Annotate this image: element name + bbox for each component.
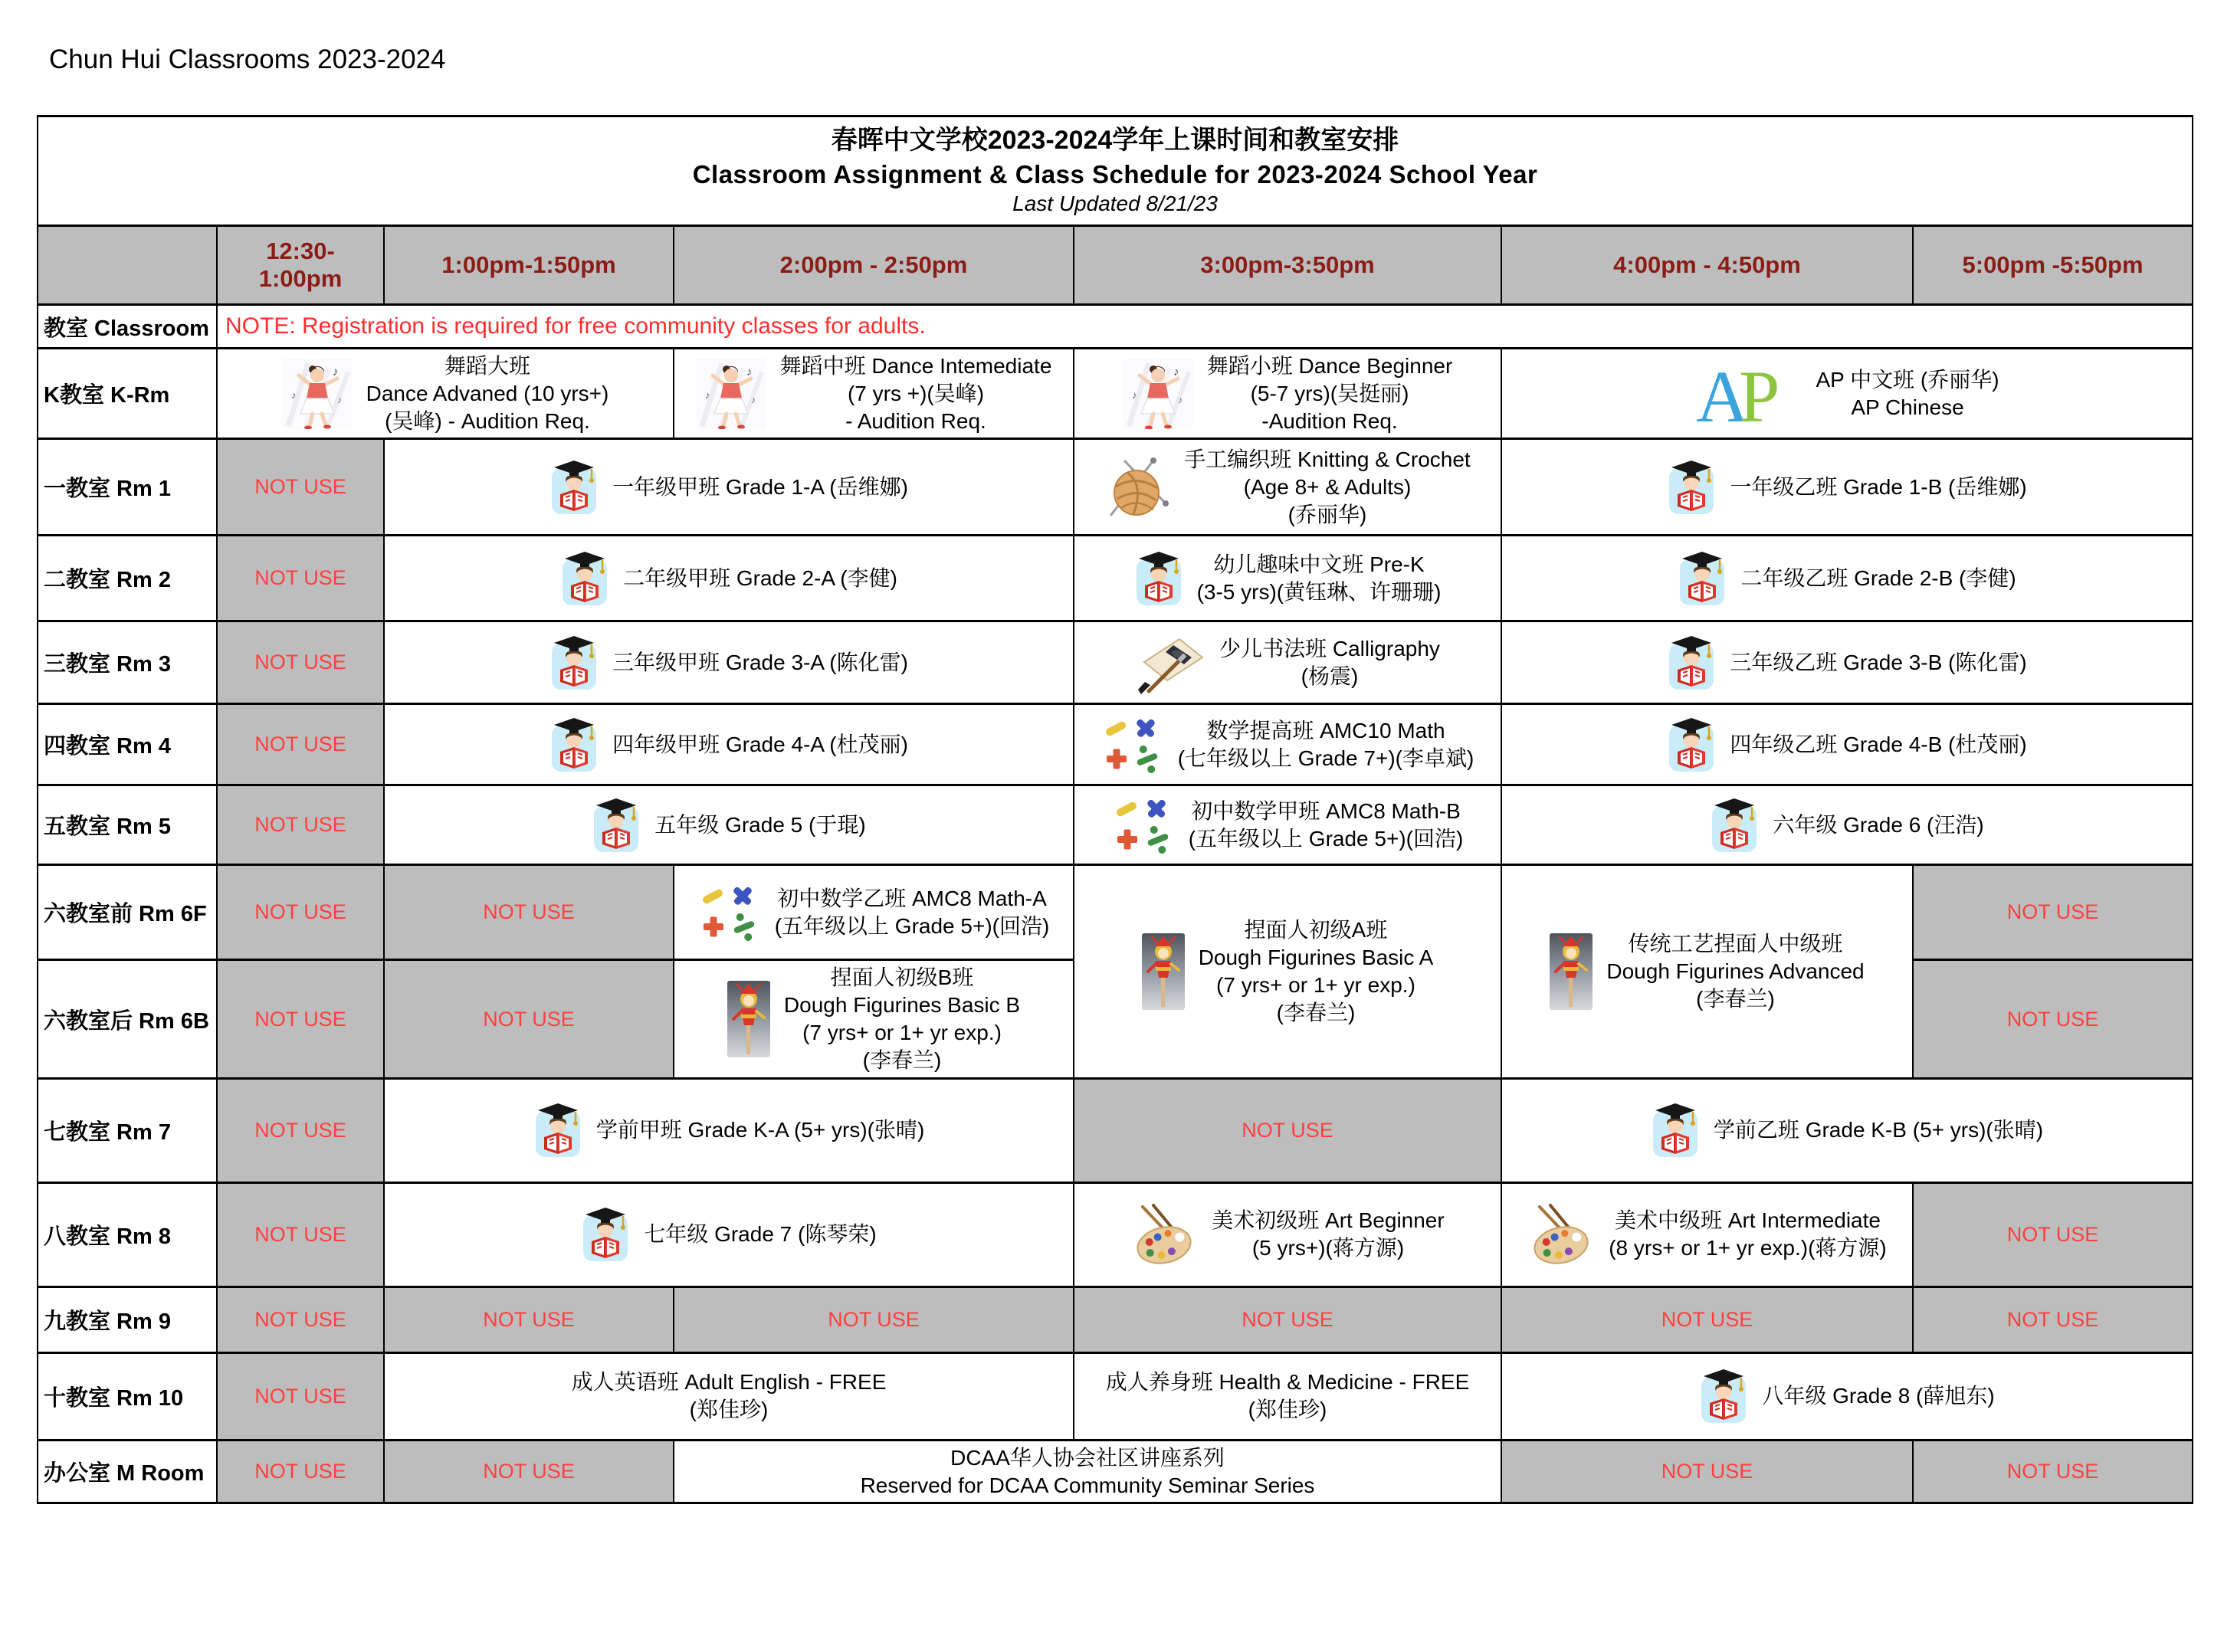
class-description [861,1444,1315,1500]
not-use-cell [217,960,384,1078]
class-text-line: (8 yrs+ or 1+ yr exp.)(蒋方源) [1609,1236,1887,1260]
class-text-line: (吴峰) - Audition Req. [385,408,590,433]
class-description [572,1368,887,1424]
class-description [612,649,908,677]
table-title-en: Classroom Assignment & Class Schedule for 2023-2024 School Year [692,160,1538,189]
svg-text:♪: ♪ [336,394,342,405]
class-description [1178,717,1474,772]
svg-text:P: P [1739,358,1780,429]
class-cell [384,704,1074,785]
class-description [612,474,908,501]
class-text-line: 初中数学乙班 AMC8 Math-A [777,887,1047,911]
not-use-cell [217,704,384,785]
table-title-cell [38,116,2193,226]
not-use-cell [1074,1078,1501,1182]
not-use-label: NOT USE [254,733,346,756]
time-column-header: 3:00pm-3:50pm [1074,226,1501,305]
not-use-label: NOT USE [483,1007,575,1031]
class-text-line: Reserved for DCAA Community Seminar Series [860,1473,1315,1497]
room-label: K教室 K-Rm [38,349,217,439]
class-text-line: (7 yrs+ or 1+ yr exp.) [1216,973,1415,998]
class-description [1189,798,1464,853]
room-label: 五教室 Rm 5 [38,785,217,865]
class-text-line: 少儿书法班 Calligraphy [1219,637,1440,661]
student-icon [581,1206,630,1263]
not-use-cell [217,439,384,536]
class-text-line: 五年级 Grade 5 (于琨) [654,813,866,837]
class-text-line: 四年级甲班 Grade 4-A (杜茂丽) [612,733,908,757]
svg-text:♪: ♪ [750,394,756,405]
class-text-line: (李春兰) [1696,987,1775,1011]
not-use-label: NOT USE [483,900,575,924]
class-description [1212,1207,1444,1262]
student-icon [549,634,599,691]
class-text-line: Dough Figurines Basic B [783,993,1021,1018]
svg-text:♪: ♪ [1131,388,1137,401]
class-cell [674,865,1074,960]
not-use-label: NOT USE [254,566,346,590]
class-text-line: 捏面人初级B班 [830,965,974,990]
class-cell [674,349,1074,439]
palette-icon [1130,1204,1198,1265]
svg-text:♪: ♪ [332,365,339,379]
class-description [612,731,908,759]
class-description [1714,1116,2043,1144]
class-text-line: 舞蹈小班 Dance Beginner [1206,354,1453,378]
dancer-icon [282,359,353,429]
class-cell [1074,1182,1501,1287]
class-text-line: AP 中文班 (乔丽华) [1816,367,1999,392]
table-row [38,704,2193,785]
not-use-label: NOT USE [254,1118,346,1142]
class-text-line: (7 yrs+ or 1+ yr exp.) [802,1021,1002,1045]
class-text-line: 二年级甲班 Grade 2-A (李健) [623,566,897,591]
class-text-line: Dough Figurines Advanced [1606,959,1865,984]
class-cell [1501,704,2193,785]
ap-logo-icon [1694,359,1802,429]
class-cell [1074,704,1501,785]
class-description [596,1116,925,1144]
room-label: 二教室 Rm 2 [38,536,217,621]
knitting-icon [1104,454,1170,520]
not-use-label: NOT USE [483,1307,575,1331]
table-row [38,785,2193,865]
class-cell [384,785,1074,865]
class-cell [1501,349,2193,439]
not-use-cell [1913,1287,2193,1352]
not-use-cell [1074,1287,1501,1352]
svg-text:♪: ♪ [746,365,753,379]
class-text-line: 三年级甲班 Grade 3-A (陈化雷) [612,651,908,675]
class-text-line: 七年级 Grade 7 (陈琴荣) [644,1222,877,1247]
class-description [1219,635,1440,690]
class-cell [1501,536,2193,621]
class-description [784,964,1020,1073]
table-row [38,439,2193,536]
class-text-line: 手工编织班 Knitting & Crochet [1184,447,1471,472]
class-description [1762,1382,1994,1410]
class-cell [1074,439,1501,536]
not-use-label: NOT USE [2006,1007,2099,1031]
student-icon [1699,1368,1748,1424]
not-use-cell [217,1352,384,1440]
table-row [38,1352,2193,1440]
table-subtitle: Last Updated 8/21/23 [1012,192,1218,216]
class-text-line: (郑佳珍) [1248,1398,1327,1422]
class-description [1184,446,1470,528]
class-text-line: 成人养身班 Health & Medicine - FREE [1105,1370,1470,1395]
class-description [775,885,1050,940]
not-use-cell [1913,1440,2193,1503]
class-text-line: 学前甲班 Grade K-A (5+ yrs)(张晴) [595,1118,925,1142]
table-row [38,536,2193,621]
not-use-label: NOT USE [483,1460,575,1483]
not-use-cell [384,865,674,960]
room-label: 四教室 Rm 4 [38,704,217,785]
class-cell [1074,785,1501,865]
registration-note: NOTE: Registration is required for free community classes for adults. [217,305,2193,349]
class-text-line: -Audition Req. [1261,408,1398,433]
class-text-line: (李春兰) [862,1047,942,1072]
class-cell [1501,865,1913,1078]
class-text-line: AP Chinese [1851,395,1964,419]
room-label: 八教室 Rm 8 [38,1182,217,1287]
class-text-line: (五年级以上 Grade 5+)(回浩) [774,913,1050,938]
not-use-cell [217,536,384,621]
class-text-line: (杨震) [1301,664,1359,688]
class-cell [384,536,1074,621]
figurine-icon [1550,933,1593,1010]
time-column-header: 12:30-1:00pm [217,226,384,305]
not-use-cell [217,865,384,960]
class-cell [1074,621,1501,704]
student-icon [1667,634,1716,691]
class-cell [384,1078,1074,1182]
class-cell [1074,865,1501,1078]
table-title-zh: 春晖中文学校2023-2024学年上课时间和教室安排 [831,126,1399,156]
class-cell [384,1352,1074,1440]
class-text-line: 一年级乙班 Grade 1-B (岳维娜) [1730,475,2027,500]
class-text-line: (Age 8+ & Adults) [1243,475,1412,500]
class-text-line: 舞蹈大班 [444,354,530,378]
svg-text:♪: ♪ [290,388,297,401]
time-column-header: 5:00pm -5:50pm [1913,226,2193,305]
class-cell [1501,785,2193,865]
student-icon [1667,716,1716,773]
room-label: 九教室 Rm 9 [38,1287,217,1352]
not-use-label: NOT USE [1661,1307,1753,1331]
class-cell [1501,1352,2193,1440]
class-cell [217,349,674,439]
not-use-cell [217,1078,384,1182]
not-use-label: NOT USE [254,1222,346,1246]
class-description [1197,551,1442,606]
room-label: 十教室 Rm 10 [38,1352,217,1440]
class-cell [674,960,1074,1078]
svg-text:A: A [1696,358,1750,429]
student-icon [549,716,599,773]
class-text-line: Dance Advaned (10 yrs+) [366,381,609,405]
not-use-label: NOT USE [1242,1118,1333,1142]
class-description [1207,352,1453,434]
class-description [623,565,897,592]
class-text-line: 数学提高班 AMC10 Math [1206,719,1445,743]
class-cell [384,439,1074,536]
class-description [366,352,609,434]
class-description [1199,916,1434,1026]
not-use-cell [1501,1440,1913,1503]
not-use-cell [1913,865,2193,960]
class-cell [1074,1352,1501,1440]
class-text-line: Dough Figurines Basic A [1198,946,1434,970]
class-description [644,1221,876,1248]
page-title: Chun Hui Classrooms 2023-2024 [49,44,446,74]
not-use-cell [1913,960,2193,1078]
class-text-line: (7 yrs +)(吴峰) [847,381,985,405]
student-icon [533,1102,582,1159]
room-label: 六教室前 Rm 6F [38,865,217,960]
math-icon [698,881,761,944]
class-description [1816,366,1999,421]
class-text-line: (七年级以上 Grade 7+)(李卓斌) [1177,746,1474,770]
table-row [38,1078,2193,1182]
figurine-icon [727,981,770,1057]
class-description [780,352,1052,434]
not-use-label: NOT USE [254,1384,346,1408]
note-row [38,305,2193,349]
class-cell [384,1182,1074,1287]
room-label: 六教室后 Rm 6B [38,960,217,1078]
class-text-line: 传统工艺捏面人中级班 [1628,932,1843,956]
not-use-cell [674,1287,1074,1352]
class-text-line: (五年级以上 Grade 5+)(回浩) [1188,826,1464,851]
student-icon [1651,1102,1700,1159]
not-use-cell [384,1440,674,1503]
class-text-line: - Audition Req. [845,408,986,433]
not-use-label: NOT USE [254,1460,346,1483]
not-use-label: NOT USE [1242,1307,1333,1331]
time-column-header: 2:00pm - 2:50pm [674,226,1074,305]
class-description [1730,649,2026,677]
class-description [1609,1207,1887,1262]
class-text-line: 成人英语班 Adult English - FREE [571,1370,887,1395]
class-text-line: 捏面人初级A班 [1244,918,1388,942]
table-row [38,621,2193,704]
class-cell [384,621,1074,704]
not-use-cell [384,960,674,1078]
time-column-header: 1:00pm-1:50pm [384,226,674,305]
not-use-cell [217,621,384,704]
table-row [38,1182,2193,1287]
calligraphy-icon [1135,630,1205,696]
not-use-label: NOT USE [254,651,346,674]
student-icon [560,550,609,607]
room-label: 三教室 Rm 3 [38,621,217,704]
room-label: 一教室 Rm 1 [38,439,217,536]
not-use-cell [217,1182,384,1287]
student-icon [549,459,599,516]
class-text-line: 四年级乙班 Grade 4-B (杜茂丽) [1730,733,2027,757]
student-icon [1667,459,1716,516]
class-text-line: 美术初级班 Art Beginner [1212,1208,1445,1233]
student-icon [1678,550,1727,607]
not-use-cell [1913,1182,2193,1287]
dancer-icon [696,359,766,429]
not-use-cell [384,1287,674,1352]
schedule-table [37,115,2193,1504]
class-description [654,811,865,839]
table-row [38,1440,2193,1503]
class-text-line: 二年级乙班 Grade 2-B (李健) [1740,566,2016,591]
svg-text:♪: ♪ [1177,394,1183,405]
math-icon [1112,794,1175,857]
time-header-row [38,226,2193,305]
class-description [1773,811,1983,839]
class-cell [1501,439,2193,536]
not-use-label: NOT USE [254,1007,346,1031]
class-cell [1501,1078,2193,1182]
svg-text:♪: ♪ [1173,365,1179,379]
class-description [1730,731,2026,759]
student-icon [592,797,641,854]
room-label: 七教室 Rm 7 [38,1078,217,1182]
math-icon [1101,713,1164,776]
not-use-cell [217,785,384,865]
not-use-label: NOT USE [254,900,346,924]
class-cell [1074,536,1501,621]
palette-icon [1527,1204,1595,1265]
class-text-line: 八年级 Grade 8 (薛旭东) [1762,1384,1995,1408]
class-description [1606,930,1864,1012]
classroom-column-label: 教室 Classroom [38,305,217,349]
not-use-label: NOT USE [2006,1222,2099,1246]
class-description [1106,1368,1470,1424]
class-description [1730,474,2026,501]
table-row [38,349,2193,439]
class-description [1740,565,2016,592]
time-column-header: 4:00pm - 4:50pm [1501,226,1913,305]
class-text-line: 六年级 Grade 6 (汪浩) [1773,813,1984,837]
class-cell [1501,1182,1913,1287]
class-text-line: (5 yrs+)(蒋方源) [1251,1236,1405,1260]
not-use-label: NOT USE [254,813,346,837]
table-row [38,1287,2193,1352]
corner-header-cell [38,226,217,305]
class-text-line: 初中数学甲班 AMC8 Math-B [1191,799,1461,824]
not-use-label: NOT USE [1661,1460,1753,1483]
not-use-label: NOT USE [254,1307,346,1331]
not-use-label: NOT USE [828,1307,920,1331]
student-icon [1134,550,1183,607]
room-label: 办公室 M Room [38,1440,217,1503]
class-text-line: 一年级甲班 Grade 1-A (岳维娜) [612,475,908,500]
not-use-label: NOT USE [2006,1460,2099,1483]
not-use-cell [1501,1287,1913,1352]
not-use-cell [217,1287,384,1352]
not-use-label: NOT USE [2006,900,2099,924]
table-row [38,865,2193,960]
class-text-line: 美术中级班 Art Intermediate [1615,1208,1881,1233]
table-title-row [38,116,2193,226]
not-use-cell [217,1440,384,1503]
class-text-line: (3-5 yrs)(黄钰琳、许珊珊) [1196,579,1442,604]
class-cell [1501,621,2193,704]
class-text-line: (李春兰) [1276,1000,1356,1024]
class-text-line: (5-7 yrs)(吴挺丽) [1250,381,1409,405]
class-text-line: 三年级乙班 Grade 3-B (陈化雷) [1730,651,2027,675]
not-use-label: NOT USE [254,475,346,499]
figurine-icon [1142,933,1185,1010]
dancer-icon [1123,359,1193,429]
class-text-line: (郑佳珍) [689,1398,769,1422]
svg-text:♪: ♪ [704,388,710,401]
class-cell [674,1440,1501,1503]
class-text-line: DCAA华人协会社区讲座系列 [950,1445,1225,1470]
class-text-line: 学前乙班 Grade K-B (5+ yrs)(张晴) [1713,1118,2044,1142]
class-text-line: (乔丽华) [1287,502,1367,526]
class-text-line: 舞蹈中班 Dance Intemediate [779,354,1052,378]
class-text-line: 幼儿趣味中文班 Pre-K [1213,552,1425,577]
class-cell [1074,349,1501,439]
student-icon [1710,797,1759,854]
not-use-label: NOT USE [2006,1307,2099,1331]
